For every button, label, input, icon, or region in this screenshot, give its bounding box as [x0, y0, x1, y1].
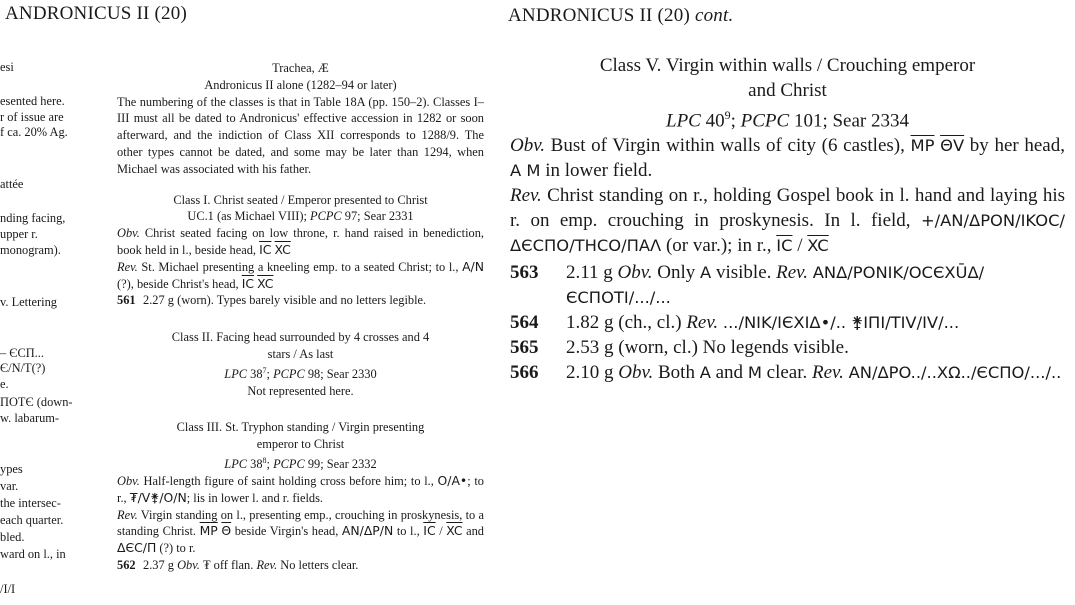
- margin-fragment: – ЄCП...: [0, 346, 44, 360]
- class-2-title: Class II. Facing head surrounded by 4 crosses and 4: [171, 330, 430, 345]
- margin-fragment: attée: [0, 177, 24, 191]
- left-page: [0, 0, 500, 605]
- catalogue-item: [510, 310, 1065, 335]
- catalogue-item: [510, 260, 1065, 310]
- catalogue-description: 2.11 g Obv. Only A visible. Rev. ANΔ/PONIK/OCЄXŪΔ/ЄCΠOTI/.../...: [566, 262, 985, 308]
- margin-fragment: e.: [0, 377, 9, 391]
- class-2-note: Not represented here.: [247, 383, 354, 398]
- class-3-title: Class III. St. Tryphon standing / Virgin presenting: [176, 420, 425, 435]
- catalogue-number: 564: [510, 312, 539, 334]
- catalogue-number: 566: [510, 362, 539, 384]
- margin-fragment: nding facing,: [0, 211, 66, 225]
- margin-fragment: f ca. 20% Ag.: [0, 125, 68, 139]
- margin-fragment: bled.: [0, 530, 25, 544]
- running-head-continued: ANDRONICUS II (20) cont.: [508, 5, 734, 26]
- class-2-title-cont: stars / As last: [267, 346, 334, 361]
- margin-fragment: Є/N/T(?): [0, 361, 46, 375]
- catalogue-list: [510, 260, 1065, 385]
- margin-fragment: r of issue are: [0, 110, 64, 124]
- margin-fragment: esi: [0, 60, 14, 74]
- class-2-reference: LPC $38^7$; PCPC 98; Sear 2330: [224, 365, 377, 381]
- class-5-obverse: Obv. Bust of Virgin within walls of city (6 castles), $\overline{MP}$ $\overline{\Theta V}$ by her head, A M in lower field.: [510, 135, 1065, 182]
- class-1-reference: UC.1 (as Michael VIII); PCPC 97; Sear 2331: [187, 209, 414, 224]
- catalogue-item-561: 561 2.27 g (worn). Types barely visible and no letters legible.: [117, 293, 427, 308]
- class-5-title-cont: and Christ: [748, 80, 827, 101]
- catalogue-item: [510, 335, 1065, 360]
- running-head: ANDRONICUS II (20): [5, 3, 187, 24]
- margin-fragment: var.: [0, 479, 19, 493]
- catalogue-description: 1.82 g (ch., cl.) Rev. .../NIK/IЄXIΔ•/.. ⚵IΠI/TIV/IV/...: [566, 312, 960, 334]
- margin-fragment: monogram).: [0, 243, 61, 257]
- catalogue-number: 563: [510, 262, 539, 284]
- intro-paragraph: The numbering of the classes is that in Table 18A (pp. 150–2). Classes I–III must all be dated to Andronicus' effective accession in 1282 or soon afterward, and the indiction of Class XII corresponds to 1288/9. The other types cannot be dated, and some may be later than 1294, when Michael was associated with his father.: [117, 94, 484, 176]
- class-5-reverse: Rev. Christ standing on r., holding Gospel book in l. hand and laying his r. on emp. crouching in proskynesis. In l. field, +/AN/ΔPON/IKOC/ΔЄCΠO/THCO/ΠAΛ (or var.); in r., $\overline{IC} / \overline{XC}$: [510, 185, 1065, 257]
- catalogue-number: 565: [510, 337, 539, 359]
- margin-fragment: upper r.: [0, 227, 38, 241]
- catalogue-item: [510, 360, 1065, 385]
- class-5-reference: LPC $40^9$; PCPC 101; Sear 2334: [666, 108, 909, 132]
- margin-fragment: /I/I: [0, 582, 16, 596]
- class-3-title-cont: emperor to Christ: [256, 437, 345, 452]
- catalogue-item-562: 562 2.37 g Obv. ₮ off flan. Rev. No letters clear.: [117, 557, 359, 572]
- right-column: [510, 53, 1065, 385]
- margin-fragment: each quarter.: [0, 513, 64, 527]
- margin-fragment: esented here.: [0, 94, 65, 108]
- section-subtitle: Andronicus II alone (1282–94 or later): [204, 77, 397, 92]
- class-3-reference: LPC $38^8$; PCPC 99; Sear 2332: [224, 456, 377, 472]
- section-title: Trachea, Æ: [272, 61, 329, 75]
- left-column: [117, 60, 484, 574]
- class-1-title: Class I. Christ seated / Emperor presented to Christ: [173, 192, 428, 207]
- class-1-obverse: Obv. Christ seated facing on low throne, r. hand raised in benediction, book held in l., beside head, $\overline{IC}$ $\overline{XC}$: [117, 226, 484, 257]
- margin-fragment: the intersec-: [0, 496, 61, 510]
- margin-fragment: ypes: [0, 462, 23, 476]
- class-3-obverse: Obv. Half-length figure of saint holding cross before him; to l., O/A•; to r., ₮/V⚵/O/N; lis in lower l. and r. fields.: [117, 472, 484, 505]
- class-1-reverse: Rev. St. Michael presenting a kneeling emp. to a seated Christ; to l., A/N (?), beside Christ's head, $\overline{IC}$ $\overline{XC}$: [117, 258, 484, 291]
- margin-fragment: w. labarum-: [0, 411, 60, 425]
- margin-fragment: v. Lettering: [0, 295, 57, 309]
- catalogue-description: 2.10 g Obv. Both A and M clear. Rev. AN/ΔPO../..XΩ../ЄCΠO/.../..: [566, 362, 1062, 384]
- margin-fragment: ward on l., in: [0, 547, 66, 561]
- right-page: [500, 0, 1075, 605]
- class-3-reverse: Rev. Virgin standing on l., presenting emp., crouching in proskynesis, to a standing Christ. $\overline{MP}$ $\overline{\Theta}$ beside Virgin's head, AN/ΔP/N to l., $\overline{IC} / \overline{XC}$ and ΔЄC/Π (?) to r.: [117, 507, 485, 556]
- catalogue-description: 2.53 g (worn, cl.) No legends visible.: [566, 337, 849, 359]
- margin-fragment: ПOTЄ (down-: [0, 395, 73, 409]
- class-5-title: Class V. Virgin within walls / Crouching emperor: [599, 55, 976, 76]
